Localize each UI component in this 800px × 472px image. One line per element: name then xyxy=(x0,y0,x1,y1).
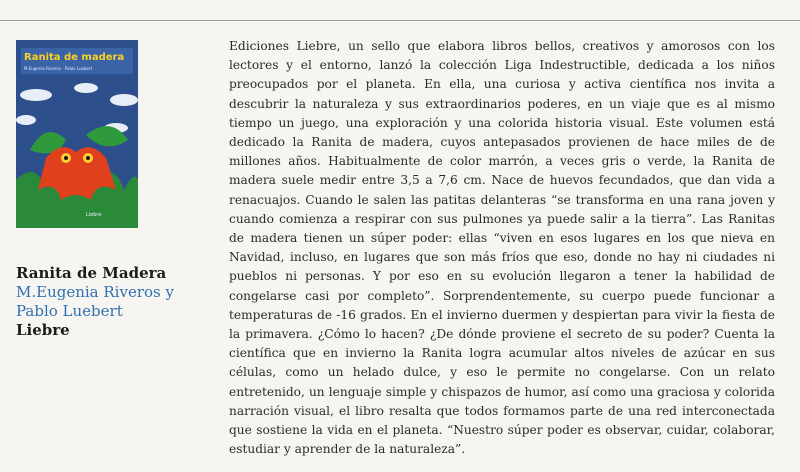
top-rule xyxy=(0,20,800,21)
book-authors-line1: M.Eugenia Riveros y xyxy=(16,283,174,301)
cover-title: Ranita de madera xyxy=(24,52,125,63)
cover-publisher: Liebre xyxy=(86,212,102,218)
cover-subtitle: M.Eugenia Riveros · Pablo Luebert xyxy=(24,66,93,71)
book-cover-image xyxy=(16,40,138,228)
review-text: Ediciones Liebre, un sello que elabora libros bellos, creativos y amorosos con los lectores y el entorno, lanzó la colección Liga Indestructible, dedicada a los niños preocupados por el planeta. En ella, una curiosa y activa científica nos invita a descubrir la naturaleza y sus extraordinarios poderes, en un viaje que es al mismo tiempo un juego, una exploración y una colorida historia visual. Este volumen está dedicado la Ranita de madera, cuyos antepasados provienen de hace miles de de millones años. Habitualmente de color marrón, a veces gris o verde, la Ranita de madera suele medir entre 3,5 a 7,6 cm. Nace de huevos fecundados, que dan vida a renacuajos. Cuando le salen las patitas delanteras “se transforma en una rana joven y cuando comienza a respirar con sus pulmones ya puede salir a la tierra”. Las Ranitas de madera tienen un súper poder: ellas “viven en esos lugares en los que nieva en Navidad, incluso, en lugares que son más fríos que eso, donde no hay ni ciudades ni pueblos ni personas. Y por eso en su evolución llegaron a tener la habilidad de congelarse casi por completo”. Sorprendentemente, su cuerpo puede funcionar a temperaturas de -16 grados. En el invierno duermen y despiertan para vivir la fiesta de la primavera. ¿Cómo lo hacen? ¿De dónde proviene el secreto de su poder? Cuenta la científica que en invierno la Ranita logra acumular altos niveles de azúcar en sus células, como un helado dulce, y eso le permite no congelarse. Con un relato entretenido, un lenguaje simple y chispazos de humor, así como una graciosa y colorida narración visual, el libro resalta que todos formamos parte de una red interconectada que sostiene la vida en el planeta. “Nuestro súper poder es observar, cuidar, colaborar, estudiar y aprender de la naturaleza”. xyxy=(229,39,775,457)
book-publisher: Liebre xyxy=(16,321,70,339)
book-info xyxy=(16,264,196,340)
book-title: Ranita de Madera xyxy=(16,264,167,282)
book-authors-line2: Pablo Luebert xyxy=(16,302,123,320)
